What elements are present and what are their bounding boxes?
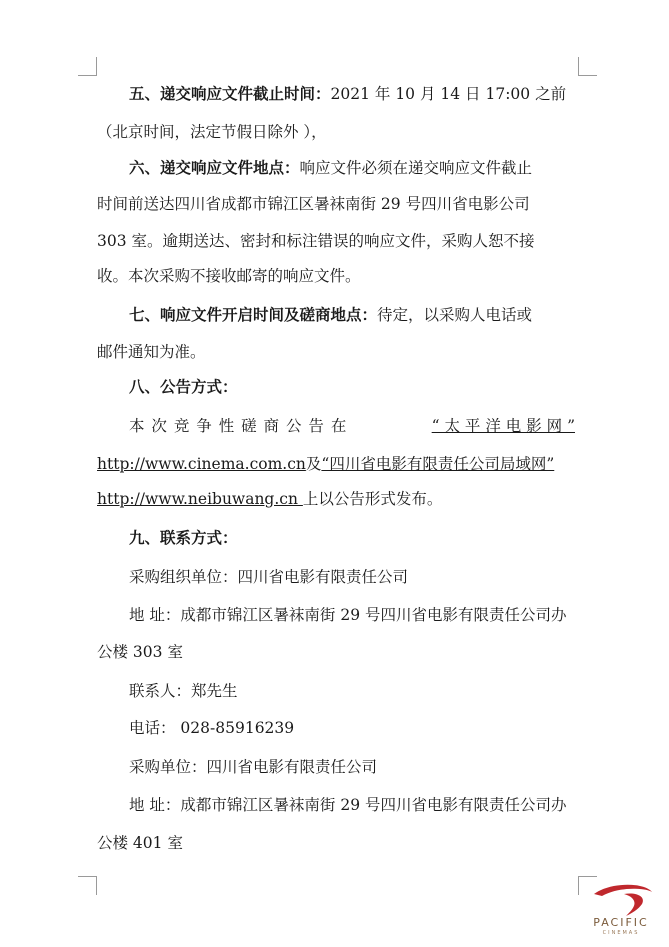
contact-phone: 电话： 028-85916239 xyxy=(129,719,295,737)
logo-sub: CINEMAS xyxy=(602,930,640,936)
pacific-logo-swoosh-icon xyxy=(580,880,662,918)
crop-mark-top-right xyxy=(578,57,597,76)
address-1-line-2: 公楼 303 室 xyxy=(97,643,183,661)
logo-word: PACIFIC xyxy=(593,916,649,929)
address-1-line-1: 地 址：成都市锦江区暑袜南街 29 号四川省电影有限责任公司办 xyxy=(129,606,567,624)
section-6-line-2: 时间前送达四川省成都市锦江区暑袜南街 29 号四川省电影公司 xyxy=(97,195,530,213)
procurement-org: 采购组织单位：四川省电影有限责任公司 xyxy=(129,568,409,586)
section-6-line-1: 六、递交响应文件地点：响应文件必须在递交响应文件截止 xyxy=(129,158,533,177)
cinema-url-link[interactable]: http://www.cinema.com.cn xyxy=(97,455,306,473)
section-6-heading: 六、递交响应文件地点： xyxy=(129,158,300,177)
contact-person: 联系人：郑先生 xyxy=(129,682,238,700)
pacific-cinemas-logo xyxy=(580,880,662,942)
section-6-line-3: 303 室。逾期送达、密封和标注错误的响应文件，采购人恕不接 xyxy=(97,232,535,250)
section-5-line-2: （北京时间，法定节假日除外 ）， xyxy=(97,123,327,141)
address-2-line-2: 公楼 401 室 xyxy=(97,834,183,852)
section-6-line-4: 收。本次采购不接收邮寄的响应文件。 xyxy=(97,267,361,285)
purchasing-unit: 采购单位：四川省电影有限责任公司 xyxy=(129,758,378,776)
section-9-heading: 九、联系方式： xyxy=(129,528,238,547)
address-2-line-1: 地 址：成都市锦江区暑袜南街 29 号四川省电影有限责任公司办 xyxy=(129,796,567,814)
pacific-cinema-link[interactable]: “ 太 平 洋 电 影 网 ” xyxy=(431,417,575,435)
section-7-line-1: 七、响应文件开启时间及磋商地点：待定，以采购人电话或 xyxy=(129,305,533,324)
section-5-deadline: 2021 年 10 月 14 日 17:00 之前 xyxy=(330,85,567,103)
section-8-heading: 八、公告方式： xyxy=(129,377,238,396)
intranet-link[interactable]: “四川省电影有限责任公司局域网” xyxy=(321,455,555,473)
section-8-line-3: http://www.neibuwang.cn 上以公告形式发布。 xyxy=(97,490,443,508)
section-5-heading: 五、递交响应文件截止时间： xyxy=(129,84,331,103)
crop-mark-top-left xyxy=(78,57,97,76)
neibuwang-url-link[interactable]: http://www.neibuwang.cn xyxy=(97,490,303,508)
section-8-line-1 xyxy=(129,416,575,436)
section-7-line-2: 邮件通知为准。 xyxy=(97,343,206,361)
announcement-intro: 本 次 竞 争 性 磋 商 公 告 在 xyxy=(129,417,348,435)
section-8-line-2: http://www.cinema.com.cn及“四川省电影有限责任公司局域网” xyxy=(97,455,555,473)
section-7-heading: 七、响应文件开启时间及磋商地点： xyxy=(129,305,378,324)
crop-mark-bottom-left xyxy=(78,876,97,895)
section-5-line-1 xyxy=(129,84,575,104)
